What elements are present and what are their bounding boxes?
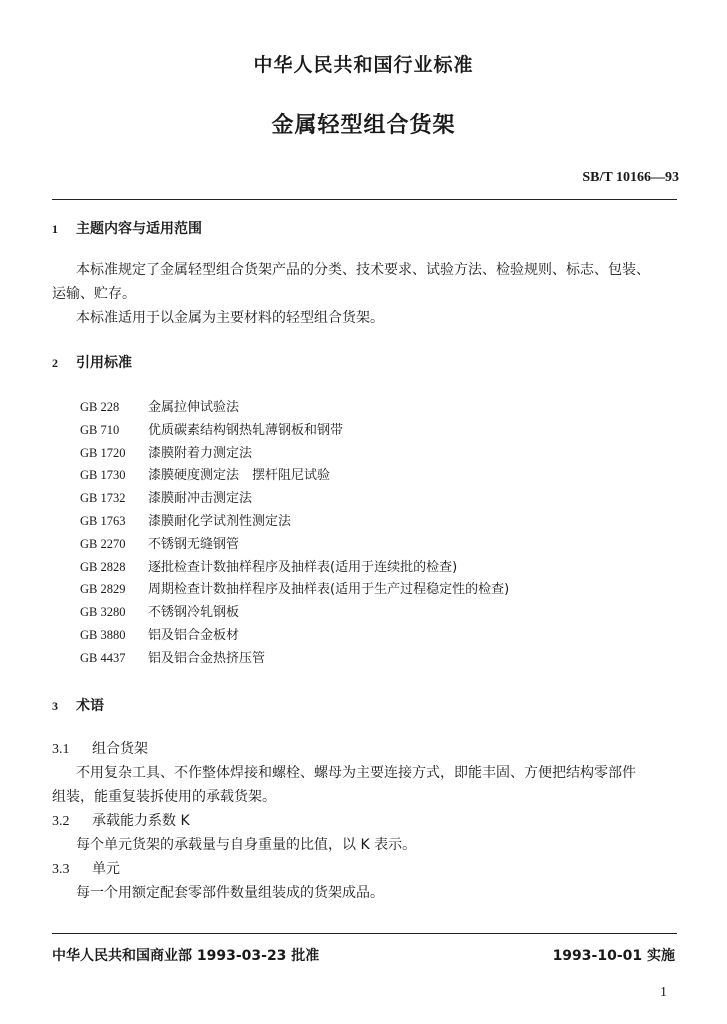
term-title: 承载能力系数 K: [92, 813, 190, 829]
section-1-title: 主题内容与适用范围: [76, 221, 202, 237]
section-1-number: 1: [52, 222, 58, 236]
reference-name: 漆膜耐冲击测定法: [148, 491, 253, 507]
reference-code: GB 2829: [80, 582, 126, 597]
reference-item: [80, 510, 509, 533]
reference-name: 周期检查计数抽样程序及抽样表(适用于生产过程稳定性的检查): [148, 582, 510, 598]
reference-name: 不锈钢冷轧钢板: [148, 605, 240, 621]
header-divider: [52, 199, 677, 200]
term-3-3-definition: 每一个用额定配套零部件数量组装成的货架成品。: [76, 885, 384, 901]
reference-name: 不锈钢无缝钢管: [148, 536, 240, 552]
reference-code: GB 3880: [80, 627, 126, 642]
term-number: 3.2: [52, 814, 70, 829]
term-3-2-heading: [52, 809, 190, 834]
reference-code: GB 1720: [80, 445, 126, 460]
term-number: 3.3: [52, 862, 70, 877]
term-number: 3.1: [52, 742, 70, 757]
footer-divider: [52, 933, 677, 934]
section-2-number: 2: [52, 356, 58, 370]
section-3-title: 术语: [76, 698, 104, 714]
section-1-heading: [52, 218, 202, 238]
org-title: 中华人民共和国行业标准: [253, 54, 474, 76]
effective-date: 1993-10-01 实施: [552, 948, 675, 964]
reference-item: [80, 624, 509, 647]
reference-item: [80, 601, 509, 624]
reference-code: GB 1763: [80, 513, 126, 528]
reference-code: GB 1732: [80, 491, 126, 506]
term-3-1-definition-line-2: 组装，能重复装拆使用的承载货架。: [52, 789, 276, 805]
reference-code: GB 4437: [80, 650, 126, 665]
page-number: 1: [660, 985, 667, 1000]
reference-name: 铝及铝合金热挤压管: [148, 650, 266, 666]
reference-item: [80, 442, 509, 465]
term-3-3-heading: [52, 857, 120, 882]
section-3-heading: [52, 695, 104, 715]
reference-item: [80, 396, 509, 419]
reference-name: 漆膜硬度测定法 摆杆阻尼试验: [148, 468, 331, 484]
reference-name: 漆膜附着力测定法: [148, 445, 253, 461]
term-title: 组合货架: [92, 741, 148, 757]
reference-item: [80, 464, 509, 487]
reference-code: GB 2828: [80, 559, 126, 574]
approval-statement: 中华人民共和国商业部 1993-03-23 批准: [52, 948, 320, 964]
reference-item: [80, 647, 509, 670]
section-1-para-1-line-1: 本标准规定了金属轻型组合货架产品的分类、技术要求、试验方法、检验规则、标志、包装、: [76, 262, 650, 278]
term-3-2-definition: 每个单元货架的承载量与自身重量的比值，以 K 表示。: [76, 837, 417, 853]
reference-code: GB 710: [80, 422, 120, 437]
reference-code: GB 1730: [80, 468, 126, 483]
reference-code: GB 228: [80, 400, 120, 414]
section-1-para-2: 本标准适用于以金属为主要材料的轻型组合货架。: [76, 310, 384, 326]
term-3-1-definition-line-1: 不用复杂工具、不作整体焊接和螺栓、螺母为主要连接方式，即能丰固、方便把结构零部件: [76, 765, 636, 781]
standard-number: SB/T 10166—93: [582, 170, 679, 185]
reference-item: [80, 556, 509, 579]
term-title: 单元: [92, 861, 120, 877]
reference-name: 铝及铝合金板材: [148, 627, 240, 643]
reference-name: 逐批检查计数抽样程序及抽样表(适用于连续批的检查): [148, 559, 458, 575]
section-1-para-1-line-2: 运输、贮存。: [52, 286, 136, 302]
section-3-number: 3: [52, 699, 58, 713]
term-3-1-heading: [52, 737, 148, 762]
reference-code: GB 3280: [80, 605, 126, 620]
reference-item: [80, 419, 509, 442]
reference-item: [80, 578, 509, 601]
section-2-title: 引用标准: [76, 355, 132, 371]
section-2-heading: [52, 352, 132, 372]
document-title: 金属轻型组合货架: [271, 113, 456, 138]
reference-item: [80, 533, 509, 556]
reference-item: [80, 487, 509, 510]
reference-list: [80, 396, 509, 670]
reference-name: 漆膜耐化学试剂性测定法: [148, 513, 292, 529]
reference-code: GB 2270: [80, 536, 126, 551]
reference-name: 金属拉伸试验法: [148, 400, 240, 415]
reference-name: 优质碳素结构钢热轧薄钢板和钢带: [148, 422, 344, 438]
